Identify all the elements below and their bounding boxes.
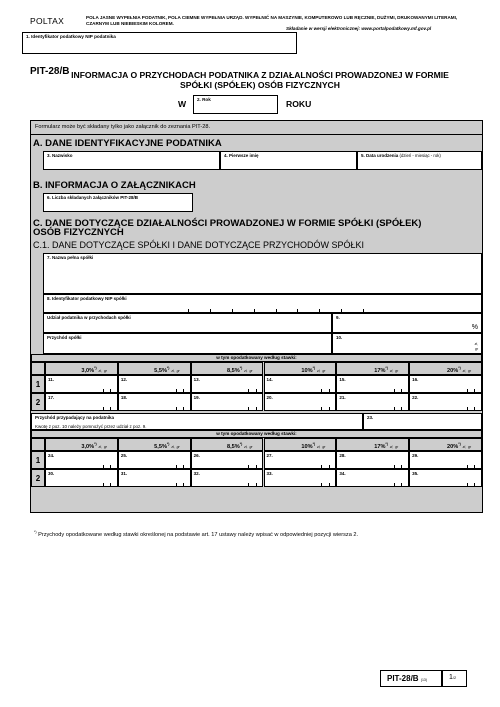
rate-header-cell: [118, 362, 191, 375]
amount-field[interactable]: [409, 393, 482, 411]
amount-field[interactable]: [336, 375, 409, 393]
nip-digit-separator: [276, 309, 277, 312]
zl-separator: [176, 465, 177, 468]
field-number: 12.: [120, 377, 128, 382]
zl-separator: [248, 465, 249, 468]
first-name-label: 4. Pierwsze imię: [224, 153, 259, 158]
section-c1-title: C.1. DANE DOTYCZĄCE SPÓŁKI I DANE DOTYCZĄCE PRZYCHODÓW SPÓŁKI: [33, 240, 365, 250]
field-number: 25.: [120, 453, 128, 458]
rate-label: [154, 442, 179, 450]
rate-header-cell: [45, 362, 118, 375]
rate-header-cell: [264, 362, 337, 375]
gr-separator: [110, 483, 111, 486]
zl-unit: zł,: [244, 444, 248, 449]
field-number: 17.: [48, 395, 55, 400]
zl-unit: zł,: [171, 368, 175, 373]
nip-digit-separator: [363, 309, 364, 312]
rate-units: [242, 369, 252, 373]
footer-version: (13): [420, 678, 428, 682]
rate-units: [169, 369, 179, 373]
gr-separator: [256, 465, 257, 468]
page-current: 1: [449, 674, 453, 681]
nip-digit-separator: [341, 309, 342, 312]
surname-label: 3. Nazwisko: [47, 153, 73, 158]
rate-header-cell: [336, 362, 409, 375]
company-nip-field[interactable]: [43, 294, 482, 313]
zl-separator: [321, 389, 322, 392]
field-number: 14.: [266, 377, 273, 382]
birth-date-field[interactable]: [357, 151, 482, 170]
rate-units: [388, 445, 398, 449]
field-number: 21.: [339, 395, 346, 400]
amount-field[interactable]: [118, 393, 191, 411]
rate-header-cell: [409, 438, 482, 451]
rate-header-cell: [191, 362, 264, 375]
amount-field[interactable]: [118, 451, 191, 469]
amount-field[interactable]: [264, 469, 337, 487]
amount-field[interactable]: [191, 451, 264, 469]
taxpayer-income-field[interactable]: [363, 413, 482, 430]
gr-separator: [329, 465, 330, 468]
zl-separator: [103, 483, 104, 486]
gr-separator: [110, 465, 111, 468]
birth-date-label: 5. Data urodzenia: [361, 153, 399, 158]
birth-date-hint: (dzień - miesiąc - rok): [399, 153, 441, 158]
rate-header-cell: [264, 438, 337, 451]
field-number: 15.: [339, 377, 346, 382]
rate-header-cell: [45, 438, 118, 451]
gr-separator: [183, 465, 184, 468]
field-number: 28.: [339, 453, 346, 458]
rate-footnote-mark: *): [385, 442, 388, 446]
zl-unit: zł,: [462, 368, 467, 373]
rate-value: 20%: [447, 367, 459, 374]
rate-footnote-mark: *): [312, 442, 316, 446]
row-label: 2: [31, 469, 45, 487]
rate-footnote-mark: *): [239, 442, 243, 446]
rate-footnote-mark: *): [166, 366, 170, 370]
rate-units: [242, 445, 252, 449]
rate-header-cell: [409, 362, 482, 375]
gr-separator: [401, 389, 402, 392]
amount-field[interactable]: [45, 469, 118, 487]
amount-field[interactable]: [191, 469, 264, 487]
rate-label: [447, 366, 471, 374]
page-total: /2: [452, 676, 457, 680]
rate-value: 8,5%: [227, 443, 240, 450]
rate-value: 3,0%: [81, 443, 95, 450]
first-name-field[interactable]: [220, 151, 357, 170]
field-number: 19.: [193, 395, 200, 400]
rate-value: 20%: [447, 443, 459, 450]
year-label: 2. Rok: [197, 97, 211, 102]
rate-label: [81, 442, 106, 450]
nip-digit-separator: [254, 309, 255, 312]
zl-separator: [103, 407, 104, 410]
amount-field[interactable]: [409, 469, 482, 487]
zl-unit: zł,: [462, 444, 467, 449]
surname-field[interactable]: [43, 151, 220, 170]
field-number: 32.: [193, 471, 200, 476]
nip-digit-separator: [232, 309, 233, 312]
gr-separator: [474, 407, 475, 410]
zl-separator: [321, 465, 322, 468]
rate-units: [97, 369, 107, 373]
rate-label: [301, 442, 325, 450]
section-a-title: A. DANE IDENTYFIKACYJNE PODATNIKA: [33, 138, 222, 149]
gr-unit: gr: [103, 444, 107, 449]
field-10-number: 10.: [336, 335, 343, 340]
table2-caption-text: w tym opodatkowany według stawki:: [216, 431, 297, 436]
rate-label: [447, 442, 471, 450]
rate-label: [374, 442, 398, 450]
poltax-logo: POLTAX: [30, 16, 65, 26]
nip-digit-separator: [210, 309, 211, 312]
attachments-count-label: 6. Liczba składanych załączników PIT-28/B: [47, 195, 139, 200]
amount-field[interactable]: [118, 375, 191, 393]
zl-separator: [176, 407, 177, 410]
table1-caption-text: w tym opodatkowany według stawki:: [216, 355, 297, 360]
company-nip-label: 8. Identyfikator podatkowy NIP spółki: [47, 296, 127, 301]
gr-separator: [401, 465, 402, 468]
company-name-label: 7. Nazwa pełna spółki: [47, 255, 94, 260]
gr-separator: [110, 407, 111, 410]
rate-header-cell: [191, 438, 264, 451]
footnote-mark: *): [34, 530, 37, 534]
rate-value: 3,0%: [81, 367, 95, 374]
zl-separator: [176, 483, 177, 486]
gr-unit: gr: [467, 368, 471, 373]
zl-separator: [394, 407, 395, 410]
gr-separator: [256, 483, 257, 486]
attachments-count-field[interactable]: [43, 193, 193, 212]
taxpayer-income-row: [31, 413, 363, 430]
company-income-field[interactable]: [332, 333, 482, 354]
zl-separator: [321, 407, 322, 410]
rate-value: 17%: [374, 367, 386, 374]
company-name-field[interactable]: [43, 253, 482, 294]
gr-unit: gr: [249, 368, 253, 373]
company-income-label: Przychód spółki: [47, 335, 82, 340]
year-suffix: ROKU: [286, 99, 312, 109]
rate-footnote-mark: *): [385, 366, 388, 370]
field-number: 26.: [193, 453, 200, 458]
rate-value: 10%: [301, 367, 313, 374]
field-number: 29.: [412, 453, 419, 458]
page-number: [442, 670, 467, 687]
taxpayer-income-label: Przychód przypadający na podatnika: [35, 415, 115, 420]
taxpayer-nip-label: 1. Identyfikator podatkowy NIP podatnika: [26, 34, 116, 39]
form-code: PIT-28/B: [30, 66, 70, 77]
amount-field[interactable]: [264, 375, 337, 393]
zl-unit: zł,: [389, 368, 394, 373]
footer-form-code: [380, 670, 442, 687]
zl-unit: zł,: [98, 444, 102, 449]
rate-label: [301, 366, 325, 374]
gr-separator: [183, 407, 184, 410]
zl-separator: [103, 465, 104, 468]
form-title: INFORMACJA O PRZYCHODACH PODATNIKA Z DZIAŁALNOŚCI PROWADZONEJ W FORMIE SPÓŁKI (SPÓŁEK) OSÓB FIZYCZNYCH: [71, 70, 449, 90]
zl-separator: [248, 407, 249, 410]
rate-units: [169, 445, 179, 449]
gr-separator: [110, 389, 111, 392]
table2-caption: [31, 430, 482, 438]
zl-separator: [176, 389, 177, 392]
online-notice: Składanie w wersji elektronicznej: www.portalpodatkowy.mf.gov.pl: [286, 26, 432, 31]
zl-unit: zł,: [317, 444, 321, 449]
zl-separator: [394, 465, 395, 468]
row-label: 1: [31, 451, 45, 469]
rate-header-corner: [31, 362, 45, 375]
gr-separator: [474, 483, 475, 486]
share-field[interactable]: [332, 313, 482, 333]
field-23-number: 23.: [367, 415, 374, 420]
rate-value: 5,5%: [154, 367, 167, 374]
amount-field[interactable]: [336, 469, 409, 487]
gr-separator: [329, 389, 330, 392]
zl-unit: zł,: [389, 444, 394, 449]
field-number: 20.: [266, 395, 273, 400]
rate-footnote-mark: *): [94, 442, 97, 446]
rate-footnote-mark: *): [312, 366, 316, 370]
rate-value: 17%: [374, 443, 386, 450]
zl-unit: zł,: [317, 368, 321, 373]
rate-label: [154, 366, 179, 374]
fill-instructions: POLA JASNE WYPEŁNIA PODATNIK, POLA CIEMNE WYPEŁNIA URZĄD. WYPEŁNIĆ NA MASZYNIE, KOMPUTEROWO LUB RĘCZNIE, DUŻYMI, DRUKOWANYMI LITERAMI, CZARNYM LUB NIEBIESKIM KOLOREM.: [86, 15, 458, 26]
rate-header-cell: [118, 438, 191, 451]
rate-header-corner: [31, 438, 45, 451]
rate-units: [97, 445, 107, 449]
amount-field[interactable]: [264, 451, 337, 469]
field-9-number: 9.: [336, 315, 340, 320]
rate-units: [461, 369, 471, 373]
nip-digit-separator: [297, 309, 298, 312]
gr-separator: [183, 389, 184, 392]
amount-field[interactable]: [45, 393, 118, 411]
rate-footnote-mark: *): [94, 366, 97, 370]
taxpayer-income-hint: Kwotę z poz. 10 należy pomnożyć przez udział z poz. 9.: [35, 424, 147, 429]
field-number: 33.: [266, 471, 273, 476]
share-label: Udział podatnika w przychodach spółki: [47, 315, 131, 320]
field-number: 11.: [48, 377, 55, 382]
amount-field[interactable]: [191, 375, 264, 393]
rate-units: [461, 445, 471, 449]
rate-header-cell: [336, 438, 409, 451]
amount-field[interactable]: [409, 451, 482, 469]
gr-label: gr: [474, 347, 478, 351]
zl-separator: [394, 389, 395, 392]
amount-field[interactable]: [45, 451, 118, 469]
gr-separator: [474, 389, 475, 392]
zl-unit: zł,: [244, 368, 248, 373]
amount-field[interactable]: [409, 375, 482, 393]
gr-separator: [474, 465, 475, 468]
amount-field[interactable]: [264, 393, 337, 411]
amount-field[interactable]: [191, 393, 264, 411]
zl-separator: [248, 389, 249, 392]
form-frame: [30, 120, 483, 513]
gr-unit: gr: [103, 368, 107, 373]
rate-value: 10%: [301, 443, 313, 450]
nip-digit-separator: [319, 309, 320, 312]
zl-separator: [248, 483, 249, 486]
amount-field[interactable]: [336, 393, 409, 411]
gr-separator: [256, 389, 257, 392]
gr-separator: [329, 483, 330, 486]
gr-unit: gr: [176, 368, 180, 373]
share-row: [43, 313, 332, 333]
rate-units: [388, 369, 398, 373]
amount-field[interactable]: [45, 375, 118, 393]
field-number: 13.: [193, 377, 200, 382]
row-label: 2: [31, 393, 45, 411]
company-income-row: [43, 333, 332, 354]
rate-footnote-mark: *): [239, 366, 243, 370]
rate-value: 5,5%: [154, 443, 167, 450]
rate-label: [227, 366, 252, 374]
zl-unit: zł,: [171, 444, 175, 449]
field-number: 16.: [412, 377, 419, 382]
footnote: [34, 530, 358, 538]
rate-footnote-mark: *): [458, 366, 461, 370]
rate-value: 8,5%: [227, 367, 240, 374]
rate-label: [81, 366, 106, 374]
amount-field[interactable]: [118, 469, 191, 487]
year-field[interactable]: [193, 95, 278, 114]
gr-separator: [401, 483, 402, 486]
zl-separator: [467, 483, 468, 486]
rate-footnote-mark: *): [166, 442, 170, 446]
zl-label: zł,: [474, 342, 478, 346]
rate-label: [374, 366, 398, 374]
section-c-title-2: OSÓB FIZYCZNYCH: [33, 227, 124, 238]
field-number: 24.: [48, 453, 55, 458]
field-number: 22.: [412, 395, 419, 400]
rate-units: [315, 445, 325, 449]
field-number: 18.: [120, 395, 128, 400]
rate-footnote-mark: *): [458, 442, 461, 446]
gr-unit: gr: [395, 444, 399, 449]
rate-units: [315, 369, 325, 373]
gr-separator: [183, 483, 184, 486]
table1-caption: [31, 354, 482, 362]
row-label: 1: [31, 375, 45, 393]
gr-separator: [401, 407, 402, 410]
zl-separator: [467, 407, 468, 410]
zl-separator: [467, 389, 468, 392]
gr-unit: gr: [467, 444, 471, 449]
field-number: 27.: [266, 453, 273, 458]
gr-unit: gr: [395, 368, 399, 373]
amount-field[interactable]: [336, 451, 409, 469]
gr-unit: gr: [176, 444, 180, 449]
taxpayer-nip-field[interactable]: [22, 32, 297, 54]
gr-unit: gr: [249, 444, 253, 449]
zl-separator: [321, 483, 322, 486]
footer-code-text: PIT-28/B: [387, 674, 419, 683]
field-number: 35.: [412, 471, 419, 476]
zl-unit: zł,: [98, 368, 102, 373]
field-number: 31.: [120, 471, 128, 476]
gr-separator: [329, 407, 330, 410]
field-number: 34.: [339, 471, 346, 476]
gr-separator: [256, 407, 257, 410]
field-number: 30.: [48, 471, 55, 476]
year-prefix: W: [178, 99, 187, 109]
zl-separator: [467, 465, 468, 468]
section-b-title: B. INFORMACJA O ZAŁĄCZNIKACH: [33, 180, 196, 191]
gr-unit: gr: [322, 368, 326, 373]
gr-unit: gr: [322, 444, 326, 449]
percent-sign: %: [471, 324, 478, 331]
rate-label: [227, 442, 252, 450]
nip-digit-separator: [188, 309, 189, 312]
zl-separator: [394, 483, 395, 486]
zl-separator: [103, 389, 104, 392]
section-c-title: C. DANE DOTYCZĄCE DZIAŁALNOŚCI PROWADZONEJ W FORMIE SPÓŁKI (SPÓŁEK): [33, 218, 422, 229]
footnote-text: Przychody opodatkowane według stawki określonej na podstawie art. 17 ustawy należy wpisać w odpowiedniej pozycji wiersza 2.: [38, 531, 359, 538]
info-line: Formularz może być składany tylko jako załącznik do zeznania PIT-28.: [31, 121, 482, 135]
